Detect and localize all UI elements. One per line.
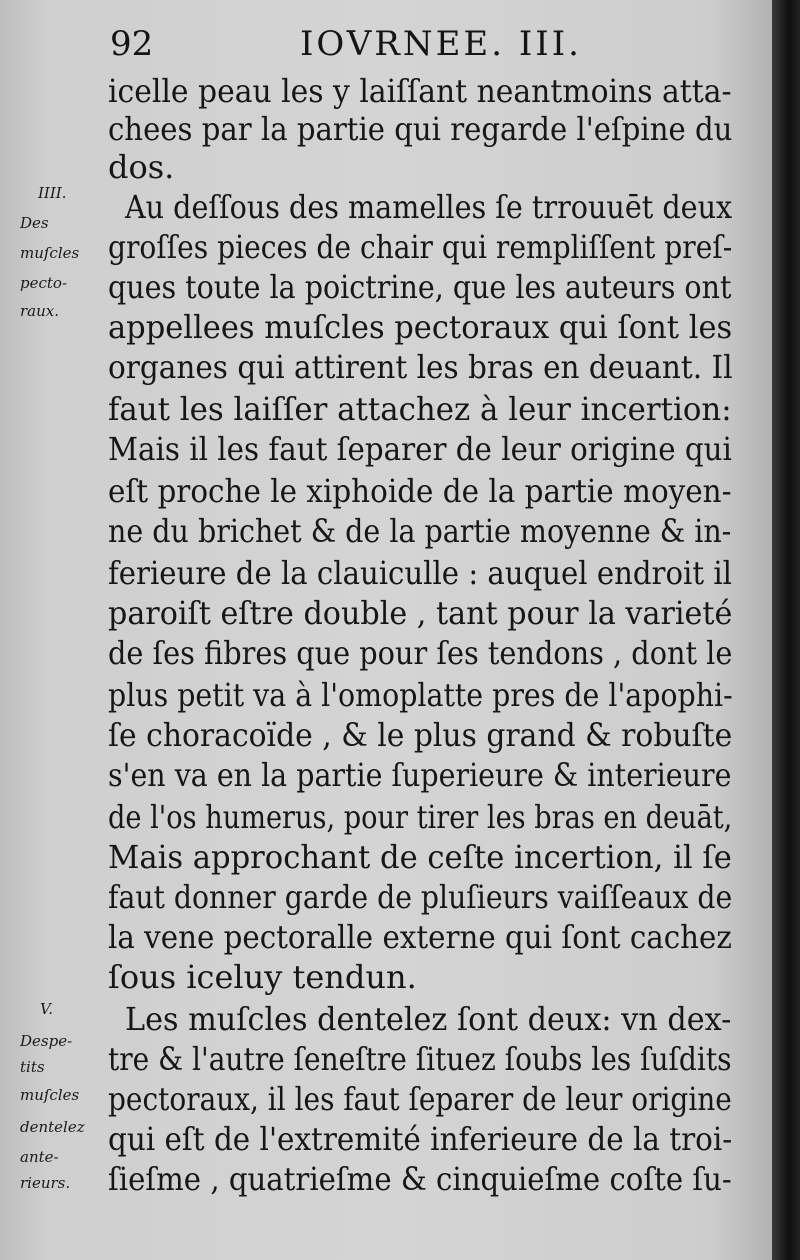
text-line: chees par la partie qui regarde l'eſpine du [108, 110, 733, 148]
text-line: ſe choracoïde , & le plus grand & robuſte [108, 716, 733, 754]
text-line: ſous iceluy tendun. [108, 958, 417, 996]
text-line: appellees muſcles pectoraux qui ſont les [108, 308, 733, 346]
text-line: qui eſt de l'extremité inferieure de la troi- [108, 1120, 733, 1158]
text-line: eſt proche le xiphoide de la partie moyen- [108, 472, 732, 510]
text-line: de l'os humerus, pour tirer les bras en deuāt, [108, 798, 733, 836]
text-line: la vene pectoralle externe qui ſont cachez [108, 918, 732, 956]
text-line: ſieſme , quatrieſme & cinquieſme coſte ſu- [108, 1160, 732, 1198]
text-line: faut les laiſſer attachez à leur incertion: [108, 390, 732, 428]
text-line: ques toute la poictrine, que les auteurs ont [108, 268, 732, 306]
margin-note-line: muſcles [20, 1086, 80, 1104]
text-line: organes qui attirent les bras en deuant. Il [108, 348, 733, 386]
text-line: icelle peau les y laiſſant neantmoins atta- [108, 72, 732, 110]
text-line: tre & l'autre ſeneſtre ſituez ſoubs les ſuſdits [108, 1040, 732, 1078]
text-line: faut donner garde de pluſieurs vaiſſeaux de [108, 878, 733, 916]
margin-note-line: Des [20, 214, 49, 232]
text-line: ne du brichet & de la partie moyenne & in- [108, 512, 732, 550]
text-line: paroiſt eſtre double , tant pour la varieté [108, 594, 733, 632]
text-line: pectoraux, il les faut ſeparer de leur origine [108, 1080, 732, 1118]
page-number: 92 [110, 24, 154, 64]
margin-note-line: pecto- [20, 274, 68, 292]
text-line: de ſes fibres que pour ſes tendons , dont le [108, 634, 733, 672]
margin-note-line: tits [20, 1058, 45, 1076]
text-line: Au deſſous des mamelles ſe trrouuēt deux [125, 188, 733, 226]
text-line: Mais approchant de ceſte incertion, il ſe [108, 838, 732, 876]
margin-note-line: dentelez [20, 1118, 85, 1136]
margin-note-line: raux. [20, 302, 60, 320]
margin-note-line: V. [40, 1000, 53, 1018]
text-line: Mais il les faut ſeparer de leur origine qui [108, 430, 732, 468]
page-header [110, 22, 630, 66]
margin-note-line: rieurs. [20, 1174, 71, 1192]
text-line: dos. [108, 148, 175, 186]
margin-note-line: ante- [20, 1148, 59, 1166]
running-title: IOVRNEE. III. [300, 24, 582, 64]
text-line: plus petit va à l'omoplatte pres de l'apophi- [108, 676, 733, 714]
margin-note-line: IIII. [38, 184, 67, 202]
text-line: s'en va en la partie ſuperieure & interieure [108, 756, 732, 794]
text-line: Les muſcles dentelez ſont deux: vn dex- [125, 1000, 732, 1038]
margin-note-line: muſcles [20, 244, 80, 262]
margin-note-line: Despe- [20, 1032, 73, 1050]
text-line: ferieure de la clauiculle : auquel endroit il [108, 554, 732, 592]
book-edge-shadow [772, 0, 800, 1260]
text-line: groſſes pieces de chair qui rempliſſent preſ- [108, 228, 733, 266]
